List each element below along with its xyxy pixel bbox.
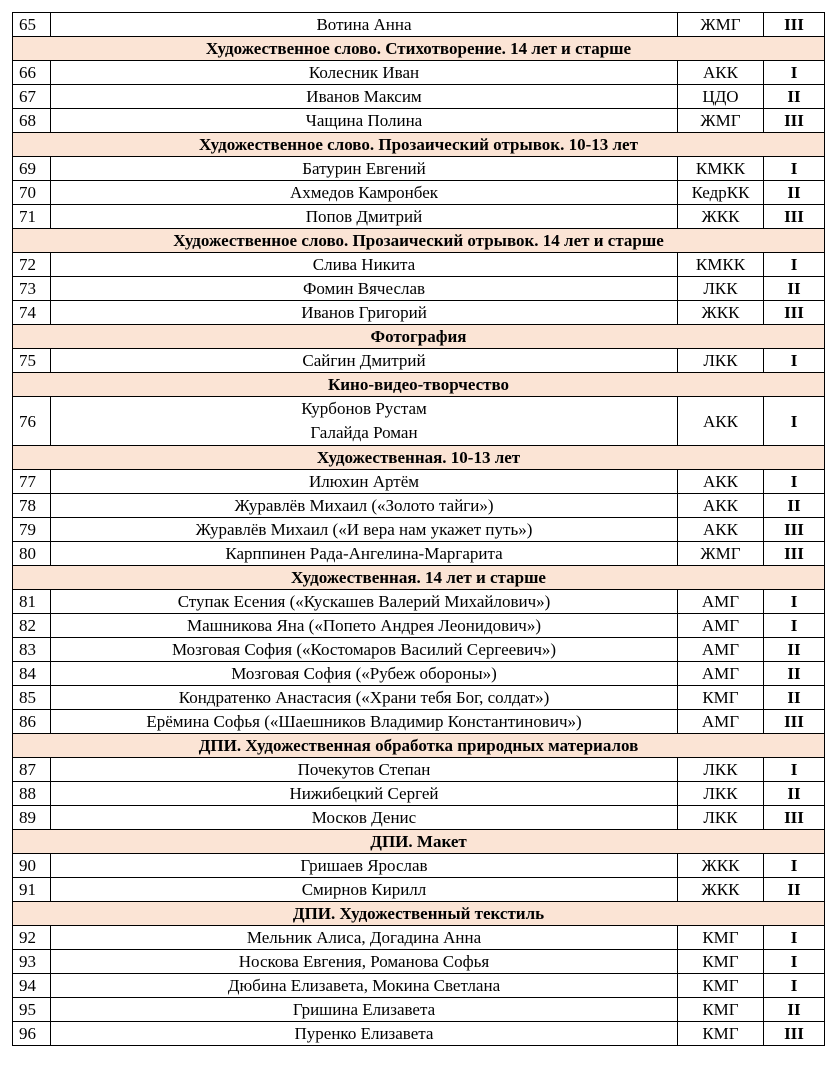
- organization-code: КМГ: [678, 1022, 764, 1046]
- row-number: 89: [13, 806, 51, 830]
- place-award: II: [764, 85, 825, 109]
- participant-name: Чащина Полина: [51, 109, 678, 133]
- organization-code: АМГ: [678, 590, 764, 614]
- row-number: 78: [13, 494, 51, 518]
- row-number: 80: [13, 542, 51, 566]
- place-award: I: [764, 397, 825, 446]
- table-row: [13, 806, 825, 830]
- table-row: [13, 518, 825, 542]
- participant-name: Сайгин Дмитрий: [51, 349, 678, 373]
- organization-code: АКК: [678, 494, 764, 518]
- row-number: 88: [13, 782, 51, 806]
- row-number: 74: [13, 301, 51, 325]
- section-header-row: [13, 133, 825, 157]
- table-row: [13, 205, 825, 229]
- organization-code: КедрКК: [678, 181, 764, 205]
- place-award: II: [764, 662, 825, 686]
- participant-name: Мозговая София («Рубеж обороны»): [51, 662, 678, 686]
- row-number: 81: [13, 590, 51, 614]
- participant-name: Фомин Вячеслав: [51, 277, 678, 301]
- table-row: [13, 301, 825, 325]
- organization-code: ЛКК: [678, 758, 764, 782]
- organization-code: АКК: [678, 397, 764, 446]
- organization-code: КМГ: [678, 998, 764, 1022]
- organization-code: АКК: [678, 61, 764, 85]
- place-award: II: [764, 878, 825, 902]
- participant-name: Москов Денис: [51, 806, 678, 830]
- organization-code: ЛКК: [678, 277, 764, 301]
- row-number: 96: [13, 1022, 51, 1046]
- organization-code: КМКК: [678, 253, 764, 277]
- row-number: 93: [13, 950, 51, 974]
- place-award: I: [764, 349, 825, 373]
- organization-code: АМГ: [678, 662, 764, 686]
- section-title: Художественное слово. Стихотворение. 14 лет и старше: [13, 37, 825, 61]
- row-number: 83: [13, 638, 51, 662]
- table-row: [13, 542, 825, 566]
- section-header-row: [13, 373, 825, 397]
- section-title: Художественное слово. Прозаический отрывок. 10-13 лет: [13, 133, 825, 157]
- place-award: II: [764, 181, 825, 205]
- place-award: II: [764, 998, 825, 1022]
- place-award: III: [764, 205, 825, 229]
- organization-code: ЦДО: [678, 85, 764, 109]
- row-number: 75: [13, 349, 51, 373]
- row-number: 65: [13, 13, 51, 37]
- table-row: [13, 614, 825, 638]
- table-row: [13, 590, 825, 614]
- section-header-row: [13, 446, 825, 470]
- participant-name: Иванов Григорий: [51, 301, 678, 325]
- place-award: III: [764, 806, 825, 830]
- organization-code: КМКК: [678, 157, 764, 181]
- table-row: [13, 181, 825, 205]
- results-sheet: [12, 12, 824, 1046]
- organization-code: АКК: [678, 470, 764, 494]
- place-award: II: [764, 277, 825, 301]
- participant-name: Почекутов Степан: [51, 758, 678, 782]
- organization-code: КМГ: [678, 686, 764, 710]
- row-number: 90: [13, 854, 51, 878]
- table-row: [13, 710, 825, 734]
- participant-name: Ступак Есения («Кускашев Валерий Михайлович»): [51, 590, 678, 614]
- organization-code: КМГ: [678, 926, 764, 950]
- section-title: Художественная. 14 лет и старше: [13, 566, 825, 590]
- place-award: III: [764, 1022, 825, 1046]
- table-row: [13, 470, 825, 494]
- place-award: I: [764, 157, 825, 181]
- organization-code: ЖКК: [678, 854, 764, 878]
- place-award: I: [764, 950, 825, 974]
- participant-name: Носкова Евгения, Романова Софья: [51, 950, 678, 974]
- participant-name-line: Галайда Роман: [310, 423, 418, 442]
- organization-code: АМГ: [678, 638, 764, 662]
- place-award: I: [764, 854, 825, 878]
- table-row: [13, 758, 825, 782]
- organization-code: АМГ: [678, 614, 764, 638]
- table-row: [13, 85, 825, 109]
- row-number: 72: [13, 253, 51, 277]
- place-award: I: [764, 590, 825, 614]
- table-row: [13, 638, 825, 662]
- organization-code: ЖКК: [678, 878, 764, 902]
- place-award: I: [764, 470, 825, 494]
- participant-name: Илюхин Артём: [51, 470, 678, 494]
- table-row: [13, 109, 825, 133]
- section-title: Фотография: [13, 325, 825, 349]
- organization-code: КМГ: [678, 950, 764, 974]
- participant-name: Дюбина Елизавета, Мокина Светлана: [51, 974, 678, 998]
- place-award: III: [764, 13, 825, 37]
- participant-name: Кондратенко Анастасия («Храни тебя Бог, солдат»): [51, 686, 678, 710]
- participant-name: Нижибецкий Сергей: [51, 782, 678, 806]
- table-row: [13, 686, 825, 710]
- results-table: [12, 12, 825, 1046]
- place-award: II: [764, 494, 825, 518]
- place-award: II: [764, 782, 825, 806]
- participant-name: Слива Никита: [51, 253, 678, 277]
- section-header-row: [13, 734, 825, 758]
- row-number: 86: [13, 710, 51, 734]
- organization-code: ЖКК: [678, 301, 764, 325]
- table-row: [13, 998, 825, 1022]
- section-title: ДПИ. Художественная обработка природных материалов: [13, 734, 825, 758]
- organization-code: ЛКК: [678, 349, 764, 373]
- participant-name: Гришина Елизавета: [51, 998, 678, 1022]
- participant-name: Пуренко Елизавета: [51, 1022, 678, 1046]
- table-row: [13, 349, 825, 373]
- section-title: Кино-видео-творчество: [13, 373, 825, 397]
- row-number: 84: [13, 662, 51, 686]
- row-number: 77: [13, 470, 51, 494]
- participant-name: [51, 397, 678, 446]
- row-number: 73: [13, 277, 51, 301]
- participant-name: Вотина Анна: [51, 13, 678, 37]
- organization-code: ЖМГ: [678, 13, 764, 37]
- place-award: III: [764, 301, 825, 325]
- row-number: 70: [13, 181, 51, 205]
- row-number: 92: [13, 926, 51, 950]
- section-header-row: [13, 37, 825, 61]
- section-title: ДПИ. Художественный текстиль: [13, 902, 825, 926]
- participant-name: Иванов Максим: [51, 85, 678, 109]
- table-row: [13, 854, 825, 878]
- section-header-row: [13, 229, 825, 253]
- participant-name: Карппинен Рада-Ангелина-Маргарита: [51, 542, 678, 566]
- table-row: [13, 782, 825, 806]
- section-header-row: [13, 566, 825, 590]
- organization-code: ЖКК: [678, 205, 764, 229]
- table-row: [13, 61, 825, 85]
- participant-name: Батурин Евгений: [51, 157, 678, 181]
- organization-code: АКК: [678, 518, 764, 542]
- participant-name: Машникова Яна («Попето Андрея Леонидович»): [51, 614, 678, 638]
- participant-name: Мозговая София («Костомаров Василий Сергеевич»): [51, 638, 678, 662]
- participant-name: Журавлёв Михаил («И вера нам укажет путь»): [51, 518, 678, 542]
- section-header-row: [13, 830, 825, 854]
- row-number: 69: [13, 157, 51, 181]
- table-row: [13, 878, 825, 902]
- place-award: I: [764, 758, 825, 782]
- results-table-body: [13, 13, 825, 1046]
- row-number: 67: [13, 85, 51, 109]
- table-row: [13, 662, 825, 686]
- place-award: III: [764, 518, 825, 542]
- table-row: [13, 13, 825, 37]
- table-row: [13, 494, 825, 518]
- row-number: 82: [13, 614, 51, 638]
- place-award: I: [764, 614, 825, 638]
- participant-name: Колесник Иван: [51, 61, 678, 85]
- table-row: [13, 974, 825, 998]
- row-number: 79: [13, 518, 51, 542]
- place-award: II: [764, 686, 825, 710]
- participant-name: Смирнов Кирилл: [51, 878, 678, 902]
- place-award: I: [764, 926, 825, 950]
- place-award: II: [764, 638, 825, 662]
- participant-name: Ахмедов Камронбек: [51, 181, 678, 205]
- section-title: Художественное слово. Прозаический отрывок. 14 лет и старше: [13, 229, 825, 253]
- organization-code: ЛКК: [678, 782, 764, 806]
- section-title: Художественная. 10-13 лет: [13, 446, 825, 470]
- organization-code: АМГ: [678, 710, 764, 734]
- place-award: III: [764, 542, 825, 566]
- place-award: III: [764, 109, 825, 133]
- row-number: 85: [13, 686, 51, 710]
- table-row: [13, 1022, 825, 1046]
- organization-code: КМГ: [678, 974, 764, 998]
- table-row: [13, 950, 825, 974]
- place-award: I: [764, 974, 825, 998]
- participant-name: Гришаев Ярослав: [51, 854, 678, 878]
- row-number: 71: [13, 205, 51, 229]
- organization-code: ЛКК: [678, 806, 764, 830]
- organization-code: ЖМГ: [678, 109, 764, 133]
- section-header-row: [13, 325, 825, 349]
- row-number: 87: [13, 758, 51, 782]
- row-number: 95: [13, 998, 51, 1022]
- table-row: [13, 157, 825, 181]
- table-row: [13, 397, 825, 446]
- participant-name: Попов Дмитрий: [51, 205, 678, 229]
- row-number: 68: [13, 109, 51, 133]
- row-number: 66: [13, 61, 51, 85]
- row-number: 91: [13, 878, 51, 902]
- section-title: ДПИ. Макет: [13, 830, 825, 854]
- participant-name: Журавлёв Михаил («Золото тайги»): [51, 494, 678, 518]
- section-header-row: [13, 902, 825, 926]
- table-row: [13, 277, 825, 301]
- place-award: III: [764, 710, 825, 734]
- participant-name-line: Курбонов Рустам: [301, 399, 427, 418]
- organization-code: ЖМГ: [678, 542, 764, 566]
- table-row: [13, 253, 825, 277]
- row-number: 76: [13, 397, 51, 446]
- participant-name: Ерёмина Софья («Шаешников Владимир Константинович»): [51, 710, 678, 734]
- participant-name: Мельник Алиса, Догадина Анна: [51, 926, 678, 950]
- table-row: [13, 926, 825, 950]
- place-award: I: [764, 253, 825, 277]
- row-number: 94: [13, 974, 51, 998]
- place-award: I: [764, 61, 825, 85]
